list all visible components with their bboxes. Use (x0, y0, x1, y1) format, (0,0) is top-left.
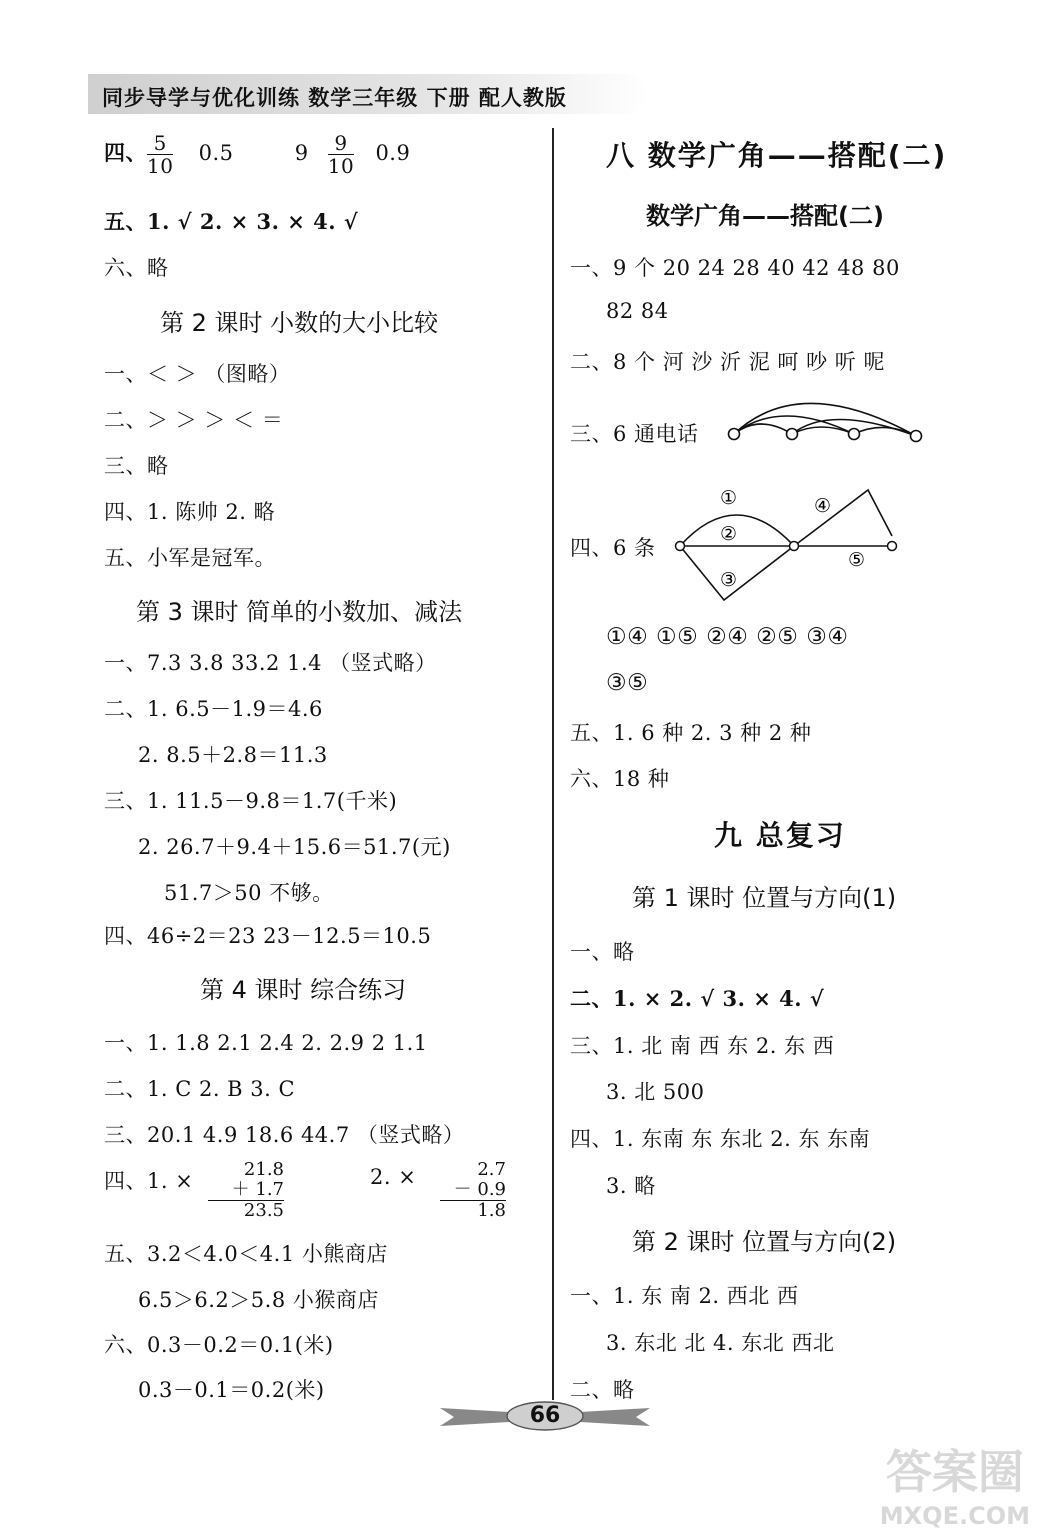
answer-line: 二、略 (570, 1378, 635, 1402)
denominator: 10 (327, 154, 355, 178)
item-number: 四、 (104, 140, 147, 165)
answer-value: 9 (294, 141, 309, 165)
fraction (328, 132, 354, 177)
node (911, 431, 922, 442)
answer-line: 四、1. 东南 东 东北 2. 东 东南 (570, 1127, 871, 1151)
answer-line: 二、8 个 河 沙 沂 泥 呵 吵 听 呢 (570, 350, 885, 374)
answer-line: 6.5＞6.2＞5.8 小猴商店 (138, 1288, 379, 1312)
lesson-heading: 第 2 课时 小数的大小比较 (160, 309, 439, 337)
label-2: ② (720, 523, 738, 545)
lesson-heading: 第 3 课时 简单的小数加、减法 (136, 598, 463, 626)
answer-line: 三、20.1 4.9 18.6 44.7 （竖式略） (104, 1123, 465, 1147)
operand: 2.7 (477, 1159, 506, 1180)
node (790, 542, 799, 551)
answer-line: 一、9 个 20 24 28 40 42 48 80 (570, 256, 900, 280)
answer-line: 六、略 (104, 256, 169, 280)
watermark-main: 答案圈 (885, 1445, 1024, 1499)
node (729, 429, 740, 440)
watermark (880, 1436, 1030, 1530)
answer-line: 一、略 (570, 940, 635, 964)
page-number: 66 (529, 1403, 561, 1428)
node (676, 542, 685, 551)
watermark-url: MXQE.COM (879, 1502, 1030, 1530)
column-divider (552, 128, 554, 1400)
denominator: 10 (147, 154, 174, 178)
answer-line: 四、1. 陈帅 2. 略 (104, 500, 276, 524)
answer-line: 五、小军是冠军。 (104, 546, 276, 570)
operand: － 0.9 (440, 1180, 506, 1201)
answer-line: 五、3.2＜4.0＜4.1 小熊商店 (104, 1242, 388, 1266)
answer-line: 一、1. 东 南 2. 西北 西 (570, 1284, 799, 1308)
answer-line: 三、1. 北 南 西 东 2. 东 西 (570, 1034, 835, 1058)
answer-line: 三、6 通电话 (570, 422, 699, 446)
label-4: ④ (814, 495, 832, 517)
book-title: 同步导学与优化训练 数学三年级 下册 配人教版 (102, 86, 567, 110)
answer-line (104, 132, 410, 177)
result: 23.5 (243, 1200, 284, 1221)
route-diagram (670, 484, 906, 604)
answer-line: 三、1. 11.5－9.8＝1.7(千米) (104, 789, 398, 813)
answer-line: 一、＜ ＞ （图略） (104, 362, 291, 386)
lesson-heading: 第 2 课时 位置与方向(2) (632, 1228, 897, 1256)
unit-title: 九 总复习 (714, 819, 846, 852)
answer-line: ①④ ①⑤ ②④ ②⑤ ③④ (606, 624, 849, 650)
answer-line: 51.7＞50 不够。 (164, 881, 334, 905)
numerator: 5 (147, 132, 173, 155)
answer-line: 二、1. 6.5－1.9＝4.6 (104, 697, 323, 721)
arc (734, 424, 792, 434)
answer-line: 3. 略 (606, 1174, 656, 1198)
answer-line: 3. 东北 北 4. 东北 西北 (606, 1331, 835, 1355)
answer-line: 2. 26.7＋9.4＋15.6＝51.7(元) (138, 835, 451, 859)
answer-line: ③⑤ (606, 670, 649, 696)
label-3: ③ (720, 569, 738, 591)
node (849, 429, 860, 440)
vertical-subtraction (440, 1160, 506, 1221)
answer-value: 0.9 (375, 141, 411, 165)
answer-line: 3. 北 500 (606, 1080, 705, 1104)
vertical-addition (208, 1160, 284, 1221)
operand: ＋ 1.7 (208, 1180, 284, 1201)
answer-line: 二、1. × 2. √ 3. × 4. √ (570, 986, 825, 1011)
answer-line: 82 84 (606, 299, 669, 323)
answer-line: 四、1. × (104, 1169, 194, 1193)
answer-line: 一、7.3 3.8 33.2 1.4 （竖式略） (104, 651, 437, 675)
phone-call-diagram (720, 384, 930, 454)
label-1: ① (720, 487, 738, 509)
operand: 21.8 (243, 1159, 284, 1180)
answer-line: 二、＞ ＞ ＞ ＜ ＝ (104, 408, 284, 432)
page-number-ribbon (440, 1400, 650, 1432)
answer-line: 六、0.3－0.2＝0.1(米) (104, 1333, 334, 1357)
node (888, 542, 897, 551)
page-header-banner (88, 74, 648, 114)
answer-line: 三、略 (104, 454, 169, 478)
node (787, 429, 798, 440)
arc (854, 427, 916, 436)
lesson-heading: 第 4 课时 综合练习 (200, 976, 407, 1004)
answer-line: 2. 8.5＋2.8＝11.3 (138, 743, 328, 767)
answer-line: 五、1. √ 2. × 3. × 4. √ (104, 209, 359, 234)
answer-line: 五、1. 6 种 2. 3 种 2 种 (570, 721, 812, 745)
answer-line: 一、1. 1.8 2.1 2.4 2. 2.9 2 1.1 (104, 1031, 428, 1055)
lesson-heading: 第 1 课时 位置与方向(1) (632, 884, 897, 912)
lesson-heading: 数学广角——搭配(二) (646, 202, 884, 230)
numerator: 9 (328, 132, 354, 155)
unit-title: 八 数学广角——搭配(二) (606, 139, 948, 172)
fraction (147, 132, 173, 177)
answer-line: 0.3－0.1＝0.2(米) (138, 1378, 325, 1402)
answer-line: 四、6 条 (570, 536, 656, 560)
label-5: ⑤ (848, 549, 866, 571)
answer-line: 2. × (370, 1165, 417, 1189)
answer-line: 六、18 种 (570, 767, 670, 791)
answer-line: 二、1. C 2. B 3. C (104, 1077, 296, 1101)
answer-line: 四、46÷2＝23 23－12.5＝10.5 (104, 924, 432, 948)
result: 1.8 (477, 1200, 506, 1221)
answer-value: 0.5 (198, 141, 234, 165)
route-4 (794, 490, 892, 546)
